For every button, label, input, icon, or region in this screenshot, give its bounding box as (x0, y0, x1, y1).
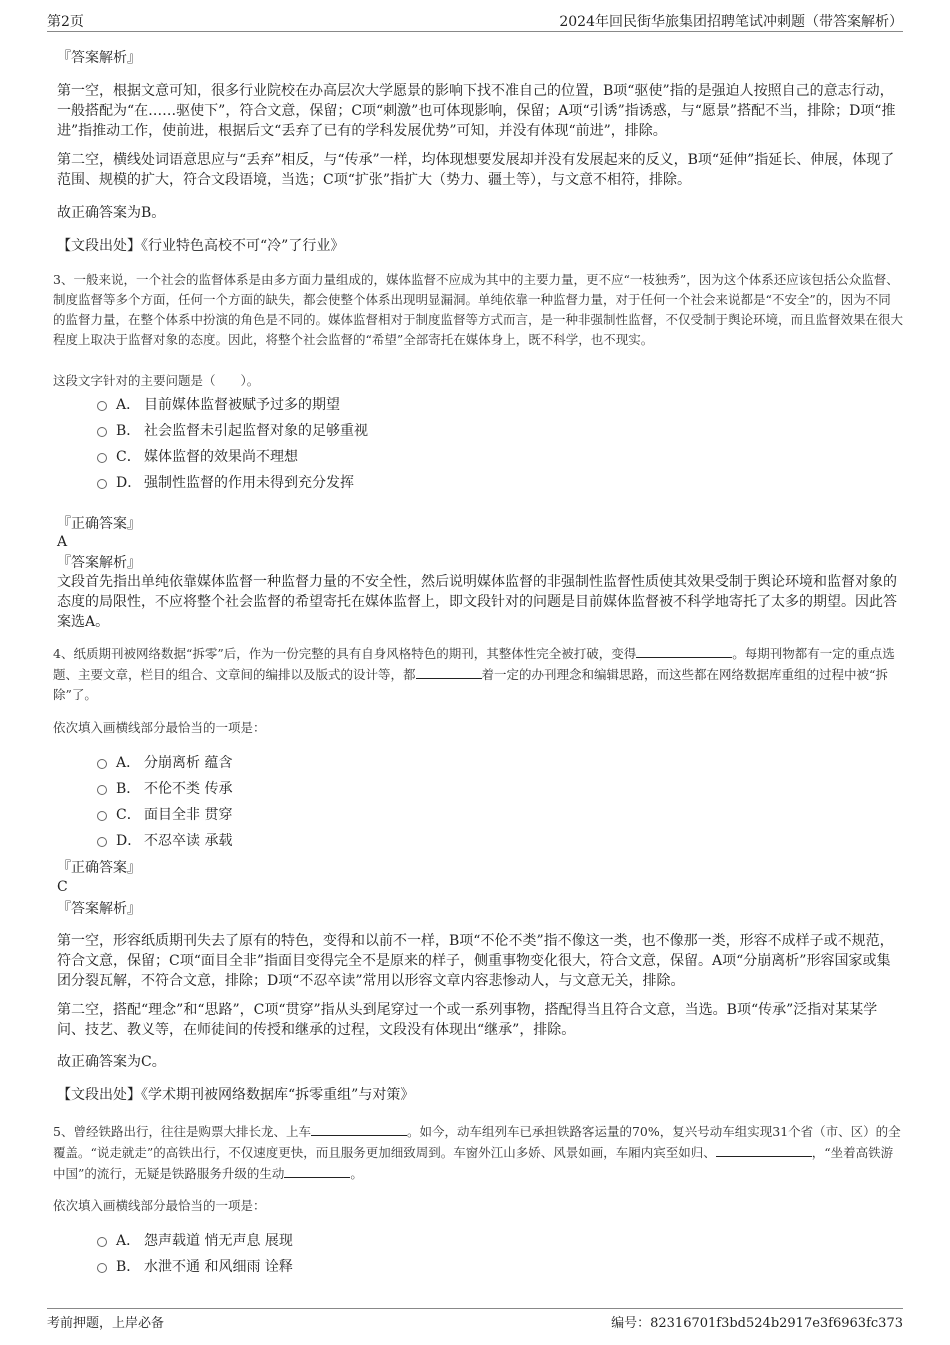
blank-line (716, 1142, 812, 1157)
q2-source: 【文段出处】《行业特色高校不可“冷”了行业》 (57, 238, 345, 254)
q5-option-b[interactable]: B． 水泄不通 和风细雨 诠释 (97, 1255, 293, 1277)
q3-option-b[interactable]: B． 社会监督未引起监督对象的足够重视 (97, 419, 368, 441)
header-divider (47, 31, 903, 32)
q4-option-c[interactable]: C． 面目全非 贯穿 (97, 803, 232, 825)
q5-stem: 5、曾经铁路出行，往往是购票大排长龙、上车 。如今，动车组列车已承担铁路客运量的70%，复兴号动车组实现31个省（市、区）的全覆盖。“说走就走”的高铁出行，不仅速度更快，而且服务更加细致周到。车窗外江山多娇、风景如画，车厢内宾至如归、 ，“坐着高铁游中国”的流行，无疑是铁路服务升级的生动 。 (53, 1121, 903, 1184)
document-title: 2024年回民街华旅集团招聘笔试冲刺题（带答案解析） (559, 14, 903, 30)
blank-line (416, 664, 482, 679)
q3-option-a[interactable]: A． 目前媒体监督被赋予过多的期望 (97, 393, 340, 415)
q5-question: 依次填入画横线部分最恰当的一项是： (53, 1198, 266, 1213)
q4-analysis-para1: 第一空，形容纸质期刊失去了原有的特色，变得和以前不一样，B项“不伦不类”指不像这一类，也不像那一类，形容不成样子或不规范，符合文意，保留；C项“面目全非”指面目变得完全不是原来的样子，侧重事物变化很大，符合文意，保留。A项“分崩离析”形容国家或集团分裂瓦解，不符合文意，排除；D项“不忍卒读”常用以形容文章内容悲惨动人，与文意无关，排除。 (57, 933, 894, 989)
q3-analysis: 文段首先指出单纯依靠媒体监督一种监督力量的不安全性，然后说明媒体监督的非强制性监督性质使其效果受制于舆论环境和监督对象的态度的局限性，不应将整个社会监督的希望寄托在媒体监督上，即文段针对的问题是目前媒体监督被不科学地寄托了太多的期望。因此答案选A。 (57, 574, 897, 630)
q4-question: 依次填入画横线部分最恰当的一项是： (53, 720, 266, 735)
q2-analysis-label: 『答案解析』 (57, 50, 141, 66)
q4-answer: C (57, 879, 68, 895)
q4-option-a[interactable]: A． 分崩离析 蕴含 (97, 751, 232, 773)
q4-conclusion: 故正确答案为C。 (57, 1054, 166, 1070)
radio-icon[interactable] (97, 837, 107, 847)
q2-conclusion: 故正确答案为B。 (57, 205, 166, 221)
q3-option-c[interactable]: C． 媒体监督的效果尚不理想 (97, 445, 298, 467)
blank-line (284, 1163, 350, 1178)
q4-analysis-para2: 第二空，搭配“理念”和“思路”，C项“贯穿”指从头到尾穿过一个或一系列事物，搭配得当且符合文意，当选。B项“传承”泛指对某某学问、技艺、教义等，在师徒间的传授和继承的过程，文段没有体现出“继承”，排除。 (57, 1002, 878, 1038)
radio-icon[interactable] (97, 1263, 107, 1273)
q4-option-d[interactable]: D． 不忍卒读 承载 (97, 829, 232, 851)
radio-icon[interactable] (97, 401, 107, 411)
blank-line (311, 1121, 407, 1136)
radio-icon[interactable] (97, 811, 107, 821)
radio-icon[interactable] (97, 453, 107, 463)
radio-icon[interactable] (97, 785, 107, 795)
footer-slogan: 考前押题，上岸必备 (47, 1316, 165, 1331)
q3-answer: A (57, 534, 68, 550)
q4-analysis-label: 『答案解析』 (57, 901, 141, 917)
radio-icon[interactable] (97, 759, 107, 769)
q4-answer-label: 『正确答案』 (57, 860, 141, 876)
page-number: 第2页 (47, 14, 84, 30)
q3-answer-label: 『正确答案』 (57, 516, 141, 532)
radio-icon[interactable] (97, 427, 107, 437)
q3-stem: 3、一般来说，一个社会的监督体系是由多方面力量组成的，媒体监督不应成为其中的主要力量，更不应“一枝独秀”，因为这个体系还应该包括公众监督、制度监督等多个方面，任何一个方面的缺失，都会使整个体系出现明显漏洞。单纯依靠一种监督力量，对于任何一个社会来说都是“不安全”的，因为不同的监督力量，在整个体系中扮演的角色是不同的。媒体监督相对于制度监督等方式而言，是一种非强制性监督，不仅受制于舆论环境，而且监督效果在很大程度上取决于监督对象的态度。因此，将整个社会监督的“希望”全部寄托在媒体身上，既不科学，也不现实。 (53, 272, 904, 347)
q2-analysis-para2: 第二空，横线处词语意思应与“丢弃”相反，与“传承”一样，均体现想要发展却并没有发展起来的反义，B项“延伸”指延长、伸展，体现了范围、规模的扩大，符合文段语境，当选；C项“扩张”指扩大（势力、疆土等），与文意不相符，排除。 (57, 152, 895, 188)
q4-source: 【文段出处】《学术期刊被网络数据库“拆零重组”与对策》 (57, 1087, 415, 1103)
radio-icon[interactable] (97, 479, 107, 489)
blank-line (636, 643, 732, 658)
footer-divider (47, 1308, 903, 1309)
q2-analysis-para1: 第一空，根据文意可知，很多行业院校在办高层次大学愿景的影响下找不准自己的位置，B项“驱使”指的是强迫人按照自己的意志行动，一般搭配为“在……驱使下”，符合文意，保留；C项“刺激”也可体现影响，保留；A项“引诱”指诱惑，与“愿景”搭配不当，排除；D项“推进”指推动工作，使前进，根据后文“丢弃了已有的学科发展优势”可知，并没有体现“前进”，排除。 (57, 83, 896, 139)
radio-icon[interactable] (97, 1237, 107, 1247)
q3-analysis-label: 『答案解析』 (57, 555, 141, 571)
q3-option-d[interactable]: D． 强制性监督的作用未得到充分发挥 (97, 471, 354, 493)
q4-option-b[interactable]: B． 不伦不类 传承 (97, 777, 232, 799)
q3-question: 这段文字针对的主要问题是（ ）。 (53, 373, 260, 388)
q4-stem: 4、纸质期刊被网络数据“拆零”后，作为一份完整的具有自身风格特色的期刊，其整体性完全被打破，变得 。每期刊物都有一定的重点选题、主要文章，栏目的组合、文章间的编排以及版式的设计等，都 着一定的办刊理念和编辑思路，而这些都在网络数据库重组的过程中被“拆除”了。 (53, 643, 903, 705)
q5-option-a[interactable]: A． 怨声载道 悄无声息 展现 (97, 1229, 293, 1251)
document-id: 编号：82316701f3bd524b2917e3f6963fc373 (611, 1316, 903, 1331)
